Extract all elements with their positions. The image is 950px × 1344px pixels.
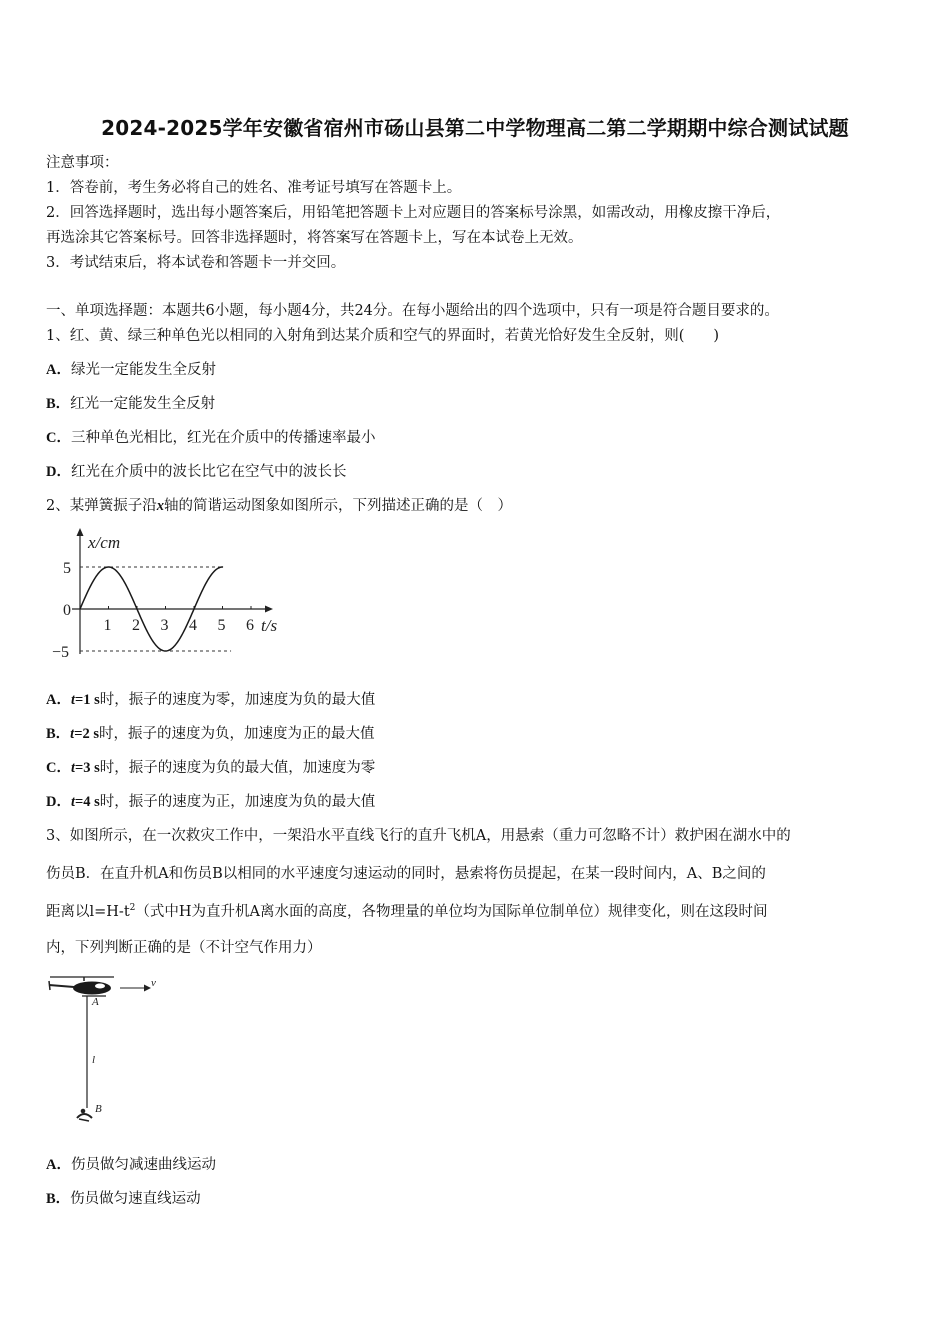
x-axis-label: t/s	[261, 616, 278, 635]
q1-option-a	[46, 360, 216, 380]
label-v: v	[151, 977, 156, 989]
option-var: t	[70, 726, 75, 742]
y-tick-label: 5	[63, 560, 71, 577]
option-text: 时，振子的速度为负，加速度为正的最大值	[98, 726, 375, 742]
x-tick-label: 4	[189, 617, 197, 634]
option-value: =3 s	[75, 760, 100, 776]
q2-stem-pre: 2、某弹簧振子沿	[46, 498, 157, 514]
option-var: t	[70, 760, 76, 776]
option-value: =4 s	[75, 794, 100, 810]
option-letter: C．	[46, 430, 71, 446]
option-letter: B．	[46, 1191, 71, 1207]
q3-helicopter-figure	[44, 968, 174, 1128]
q1-option-d	[46, 462, 346, 482]
helicopter-icon	[49, 977, 111, 996]
option-letter: B．	[46, 726, 71, 742]
option-text: 红光一定能发生全反射	[70, 396, 216, 412]
option-letter: B．	[46, 396, 71, 412]
x-tick-label: 3	[160, 617, 169, 634]
notice-item-3: 3．考试结束后，将本试卷和答题卡一并交回。	[46, 255, 346, 271]
page-title: 2024-2025学年安徽省宿州市砀山县第二中学物理高二第二学期期中综合测试试题	[101, 116, 849, 140]
q3-option-b	[46, 1189, 201, 1209]
label-l: l	[92, 1054, 96, 1066]
q2-option-b	[46, 724, 374, 744]
option-var: t	[70, 794, 76, 810]
q3-stem-line-3	[46, 902, 768, 922]
y-axis-arrow	[77, 528, 84, 536]
q2-option-c	[46, 758, 375, 778]
x-tick-label: 5	[217, 617, 226, 634]
q3-option-a	[46, 1155, 216, 1175]
x-tick-label: 1	[103, 617, 112, 634]
q1-stem: 1、红、黄、绿三种单色光以相同的入射角到达某介质和空气的界面时，若黄光恰好发生全反射，则( )	[46, 328, 720, 344]
q2-option-a	[46, 690, 375, 710]
option-letter: A．	[46, 1157, 71, 1173]
option-text: 绿光一定能发生全反射	[70, 362, 216, 378]
x-axis-arrow	[265, 606, 273, 613]
option-text: 时，振子的速度为正，加速度为负的最大值	[99, 794, 376, 810]
q2-oscillation-chart	[46, 526, 296, 674]
option-value: =2 s	[74, 726, 99, 742]
person-icon	[77, 1109, 92, 1121]
x-tick-label: 2	[132, 617, 140, 634]
q1-option-b	[46, 394, 215, 414]
option-text: 伤员做匀速直线运动	[70, 1191, 201, 1207]
q2-stem-post: 轴的简谐运动图象如图所示，下列描述正确的是（ ）	[163, 498, 512, 514]
option-letter: A．	[46, 362, 71, 378]
notice-item-1: 1．答卷前，考生务必将自己的姓名、准考证号填写在答题卡上。	[46, 180, 462, 196]
option-letter: D．	[46, 464, 71, 480]
option-letter: D．	[46, 794, 71, 810]
x-tick-label: 6	[246, 617, 254, 634]
y-tick-label: −5	[52, 644, 70, 661]
option-value: =1 s	[75, 692, 100, 708]
velocity-arrow-icon	[120, 985, 151, 992]
notice-heading: 注意事项：	[46, 155, 119, 171]
chart-marks	[52, 528, 277, 661]
option-var: t	[70, 692, 76, 708]
q3-stem-line-1: 3、如图所示，在一次救灾工作中，一架沿水平直线飞行的直升飞机A，用悬索（重力可忽略不计）救护困在湖水中的	[46, 828, 791, 844]
option-text: 红光在介质中的波长比它在空气中的波长长	[70, 464, 347, 480]
option-text: 时，振子的速度为负的最大值，加速度为零	[99, 760, 376, 776]
q1-option-c	[46, 428, 375, 448]
option-letter: A．	[46, 692, 71, 708]
option-letter: C．	[46, 760, 71, 776]
notice-item-2-cont: 再选涂其它答案标号。回答非选择题时，将答案写在答题卡上，写在本试卷上无效。	[46, 230, 583, 246]
q3-stem-line-4: 内，下列判断正确的是（不计空气作用力）	[46, 940, 322, 956]
notice-item-2: 2．回答选择题时，选出每小题答案后，用铅笔把答题卡上对应题目的答案标号涂黑，如需改动，用橡皮擦干净后，	[46, 205, 781, 221]
q3-formula-sup: 2	[129, 903, 136, 914]
option-text: 伤员做匀减速曲线运动	[70, 1157, 216, 1173]
q3-stem-line-2: 伤员B．在直升机A和伤员B以相同的水平速度匀速运动的同时，悬索将伤员提起，在某一段时间内，A、B之间的	[46, 866, 766, 882]
y-axis-label: x/cm	[88, 533, 121, 552]
q2-stem	[46, 496, 512, 516]
section-heading: 一、单项选择题：本题共6小题，每小题4分，共24分。在每小题给出的四个选项中，只有一项是符合题目要求的。	[46, 303, 779, 319]
option-text: 三种单色光相比，红光在介质中的传播速率最小	[70, 430, 376, 446]
q3-formula-pre: 距离以l=H-t	[46, 904, 130, 920]
label-a: A	[92, 996, 99, 1008]
q2-stem-var: x	[156, 498, 164, 514]
option-text: 时，振子的速度为零，加速度为负的最大值	[99, 692, 376, 708]
label-b: B	[95, 1103, 102, 1115]
y-tick-label: 0	[63, 602, 71, 619]
q2-option-d	[46, 792, 375, 812]
q3-formula-post: （式中H为直升机A离水面的高度，各物理量的单位均为国际单位制单位）规律变化，则在这段时间	[135, 904, 768, 920]
